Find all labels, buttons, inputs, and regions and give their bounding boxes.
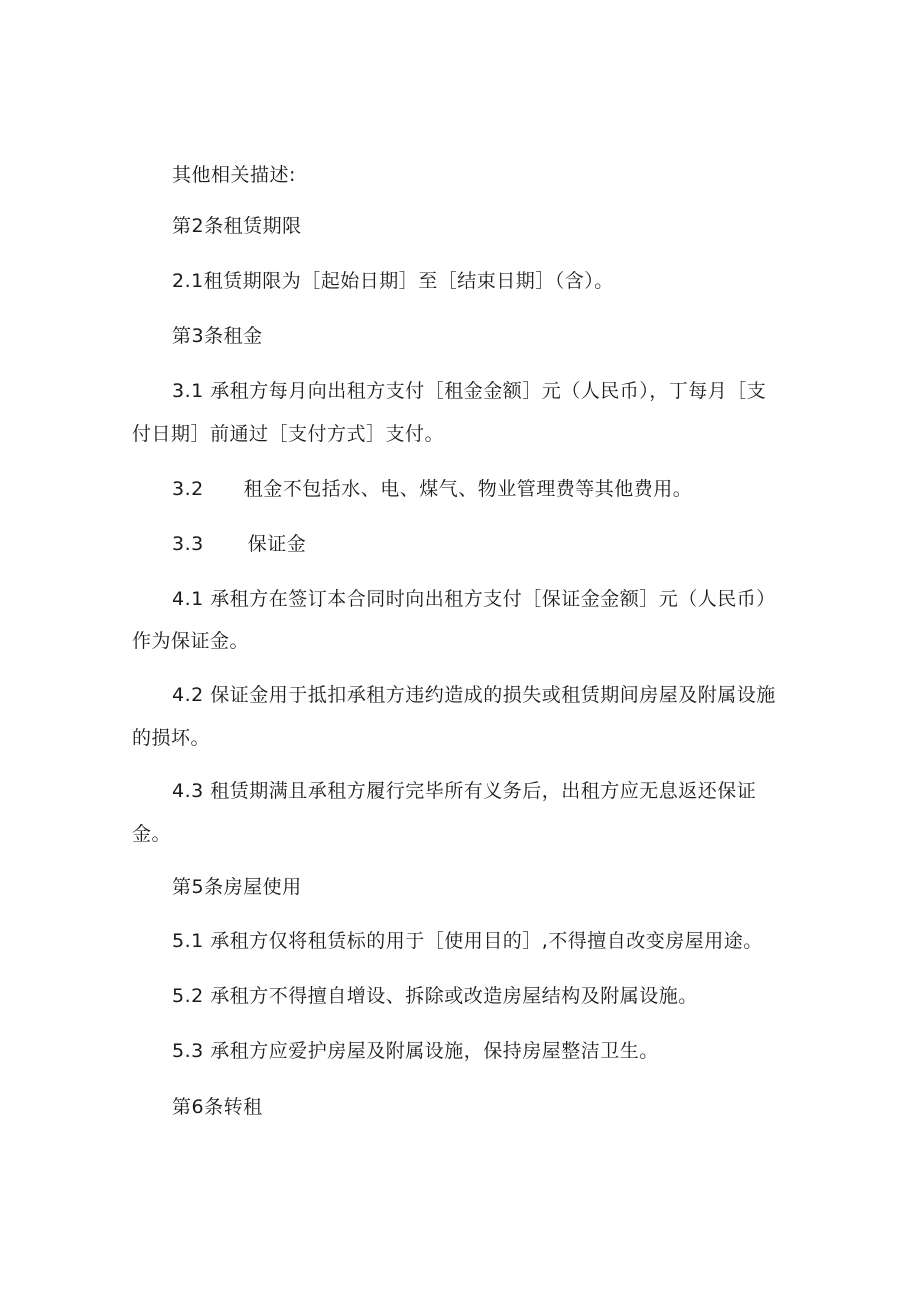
line-text: 4.1 承租方在签订本合同时向出租方支付［保证金金额］元（人民币） xyxy=(172,588,776,610)
section-note-line xyxy=(172,162,296,188)
article-5-heading xyxy=(172,874,302,900)
line-text: 5.2 承租方不得擅自增设、拆除或改造房屋结构及附属设施。 xyxy=(172,985,698,1007)
clause-3-1-line-2 xyxy=(132,421,444,447)
article-3-heading xyxy=(172,323,263,349)
line-text: 金。 xyxy=(132,823,172,845)
line-text: 5.3 承租方应爱护房屋及附属设施，保持房屋整洁卫生。 xyxy=(172,1040,659,1062)
line-text: 第6条转租 xyxy=(172,1096,263,1118)
clause-2-1 xyxy=(172,268,614,294)
line-text: 付日期］前通过［支付方式］支付。 xyxy=(132,423,445,445)
clause-3-3 xyxy=(172,531,306,557)
clause-3-2 xyxy=(172,476,692,502)
line-text: 作为保证金。 xyxy=(132,630,250,652)
line-text: 5.1 承租方仅将租赁标的用于［使用目的］,不得擅自改变房屋用途。 xyxy=(172,930,763,952)
clause-5-2 xyxy=(172,983,698,1009)
line-text: 第3条租金 xyxy=(172,325,263,347)
article-6-heading xyxy=(172,1094,263,1120)
clause-5-3 xyxy=(172,1038,659,1064)
clause-4-2-line-1 xyxy=(172,682,776,708)
line-text: 保证金 xyxy=(247,533,307,555)
line-text: 的损坏。 xyxy=(132,727,211,749)
line-text: 其他相关描述: xyxy=(172,164,296,186)
line-text: 第5条房屋使用 xyxy=(172,876,302,898)
article-2-heading xyxy=(172,213,302,239)
line-text: 2.1租赁期限为［起始日期］至［结束日期］（含）。 xyxy=(172,270,614,292)
line-text: 第2条租赁期限 xyxy=(172,215,302,237)
clause-4-3-line-1 xyxy=(172,778,756,804)
line-text: 租金不包括水、电、煤气、物业管理费等其他费用。 xyxy=(243,478,693,500)
clause-4-3-line-2 xyxy=(132,821,171,847)
clause-4-1-line-2 xyxy=(132,628,249,654)
clause-number: 3.2 xyxy=(172,478,204,500)
clause-3-1-line-1 xyxy=(172,378,766,404)
line-text: 3.1 承租方每月向出租方支付［租金金额］元（人民币），丁每月［支 xyxy=(172,380,767,402)
line-text: 4.3 租赁期满且承租方履行完毕所有义务后，出租方应无息返还保证 xyxy=(172,780,757,802)
clause-5-1 xyxy=(172,928,763,954)
line-text: 4.2 保证金用于抵扣承租方违约造成的损失或租赁期间房屋及附属设施 xyxy=(172,684,776,706)
clause-4-1-line-1 xyxy=(172,586,776,612)
clause-4-2-line-2 xyxy=(132,725,210,751)
clause-number: 3.3 xyxy=(172,533,204,555)
